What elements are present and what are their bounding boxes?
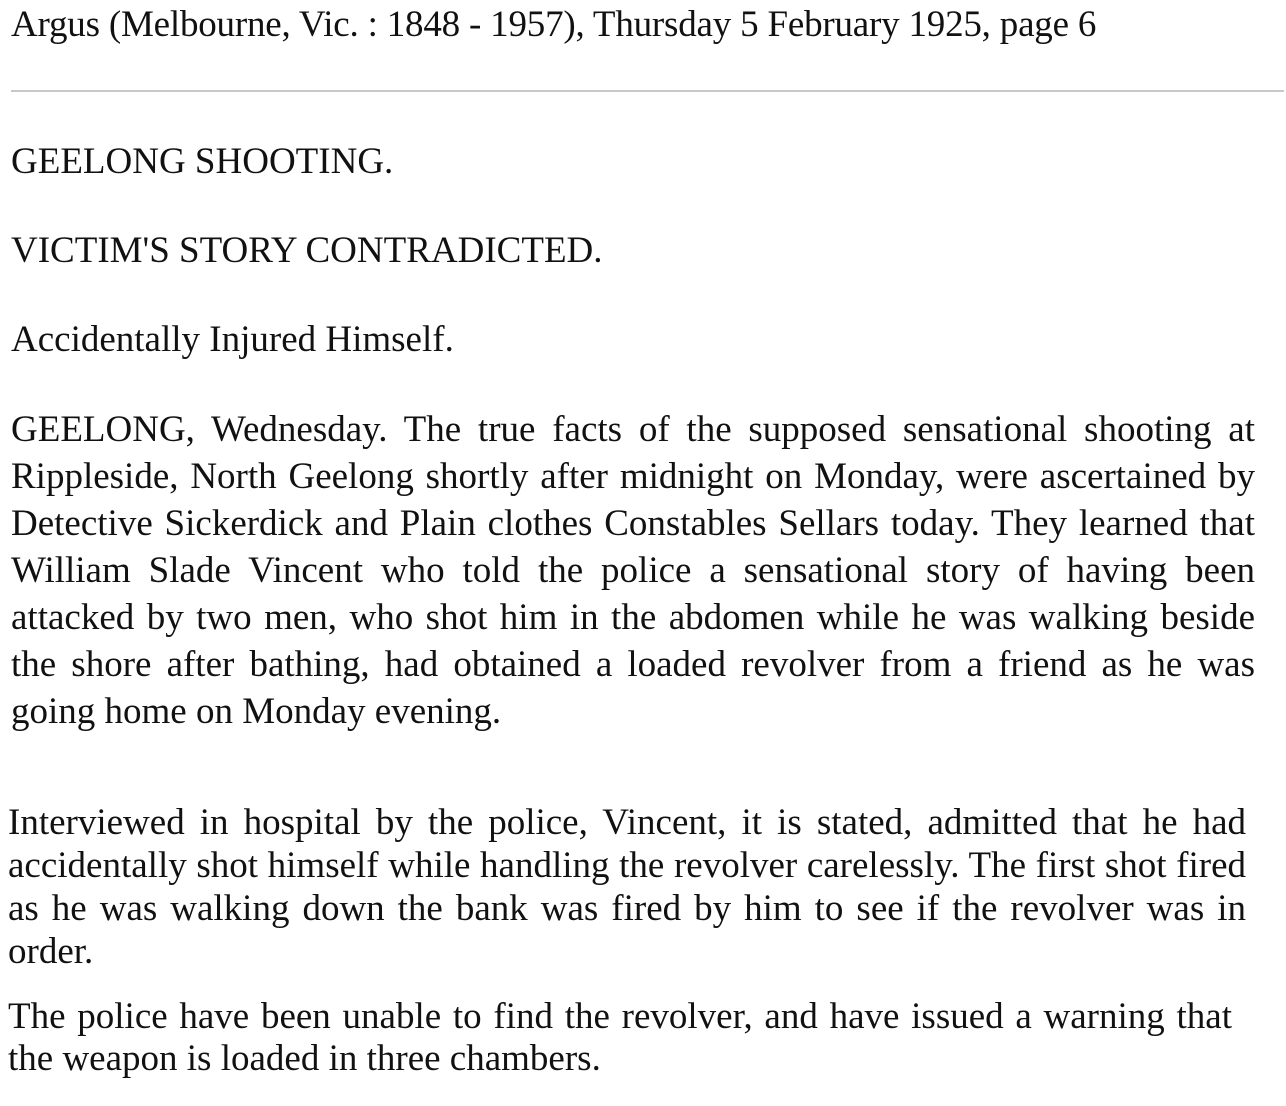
source-citation: Argus (Melbourne, Vic. : 1848 - 1957), Thursday 5 February 1925, page 6 — [11, 4, 1097, 45]
headline-sub: VICTIM'S STORY CONTRADICTED. — [11, 230, 603, 271]
horizontal-divider — [11, 90, 1284, 92]
article-paragraph-3: The police have been unable to find the revolver, and have issued a warning that the weapon is loaded in three chambers. — [8, 996, 1232, 1079]
article-paragraph-2: Interviewed in hospital by the police, Vincent, it is stated, admitted that he had accidentally shot himself while handling the revolver carelessly. The first shot fired as he was walking down the bank was fired by him to see if the revolver was in order. — [8, 802, 1246, 972]
headline-tertiary: Accidentally Injured Himself. — [11, 319, 454, 360]
headline-main: GEELONG SHOOTING. — [11, 141, 394, 182]
article-paragraph-1: GEELONG, Wednesday. The true facts of the supposed sensational shooting at Rippleside, North Geelong shortly after midnight on Monday, were ascertained by Detective Sickerdick and Plain clothes Constables Sellars today. They learned that William Slade Vincent who told the police a sensational story of having been attacked by two men, who shot him in the abdomen while he was walking beside the shore after bathing, had obtained a loaded revolver from a friend as he was going home on Monday evening. — [11, 409, 1255, 732]
